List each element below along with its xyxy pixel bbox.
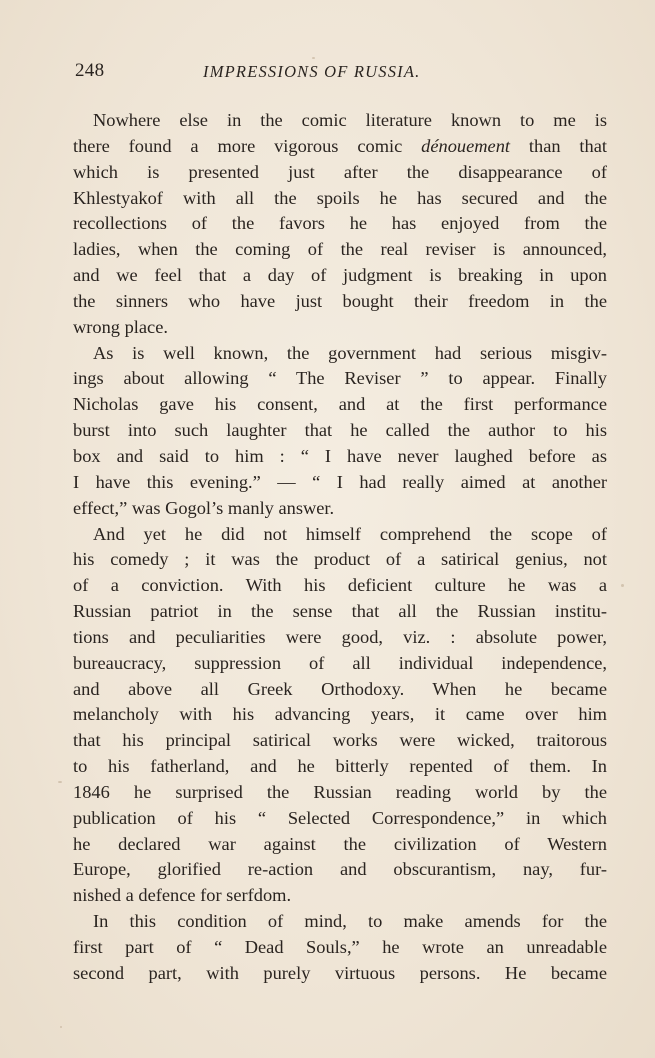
text-line: Russian patriot in the sense that all the Russian institu- bbox=[73, 601, 607, 622]
text-line: and we feel that a day of judgment is breaking in upon bbox=[73, 265, 607, 286]
text-line: 1846 he surprised the Russian reading world by the bbox=[73, 781, 607, 802]
paper-speck bbox=[60, 1026, 62, 1028]
text-line: I have this evening.” — “ I had really aimed at another bbox=[73, 471, 607, 492]
text-line: that his principal satirical works were wicked, traitorous bbox=[73, 730, 607, 751]
text-line: tions and peculiarities were good, viz. : absolute power, bbox=[73, 626, 607, 647]
text-line: he declared war against the civilization of Western bbox=[73, 833, 607, 854]
text-line: wrong place. bbox=[73, 316, 168, 337]
running-head bbox=[75, 60, 607, 88]
text-line: and above all Greek Orthodoxy. When he became bbox=[73, 678, 607, 699]
text-line: burst into such laughter that he called the author to his bbox=[73, 420, 607, 441]
text-line: ladies, when the coming of the real reviser is announced, bbox=[73, 239, 607, 260]
page-number: 248 bbox=[75, 60, 105, 81]
text-line: As is well known, the government had serious misgiv- bbox=[93, 342, 607, 363]
text-line: Khlestyakof with all the spoils he has secured and the bbox=[73, 187, 607, 208]
text-line: effect,” was Gogol’s manly answer. bbox=[73, 497, 335, 518]
text-line: the sinners who have just bought their freedom in the bbox=[73, 290, 607, 311]
text-line: Nowhere else in the comic literature known to me is bbox=[93, 110, 607, 130]
text-line: first part of “ Dead Souls,” he wrote an unreadable bbox=[73, 937, 607, 957]
text-line: which is presented just after the disappearance of bbox=[73, 161, 607, 182]
text-line: second part, with purely virtuous persons. He became bbox=[73, 962, 607, 983]
text-line: box and said to him : “ I have never laughed before as bbox=[73, 445, 607, 466]
italic-phrase: dénouement bbox=[421, 135, 511, 156]
body-text bbox=[73, 108, 607, 987]
text-line: In this condition of mind, to make amends for the bbox=[93, 911, 607, 932]
text-line: recollections of the favors he has enjoyed from the bbox=[73, 213, 607, 234]
text-line: there found a more vigorous comic dénouement than that bbox=[73, 135, 608, 156]
text-line: Nicholas gave his consent, and at the first performance bbox=[73, 394, 607, 415]
text-line: And yet he did not himself comprehend the scope of bbox=[93, 523, 607, 544]
paper-speck bbox=[58, 781, 62, 783]
paper-speck bbox=[621, 584, 624, 587]
text-line: ings about allowing “ The Reviser ” to appear. Finally bbox=[73, 368, 607, 389]
text-line: melancholy with his advancing years, it came over him bbox=[73, 704, 607, 725]
paper-speck bbox=[312, 57, 315, 59]
text-line: nished a defence for serfdom. bbox=[73, 885, 292, 906]
text-line: bureaucracy, suppression of all individual independence, bbox=[73, 652, 607, 673]
running-title: IMPRESSIONS OF RUSSIA. bbox=[203, 62, 421, 81]
text-line: his comedy ; it was the product of a satirical genius, not bbox=[73, 549, 607, 570]
text-line: to his fatherland, and he bitterly repented of them. In bbox=[73, 756, 607, 777]
text-line: Europe, glorified re-action and obscurantism, nay, fur- bbox=[73, 859, 607, 880]
text-line: of a conviction. With his deficient culture he was a bbox=[73, 575, 607, 596]
text-line: publication of his “ Selected Correspondence,” in which bbox=[73, 807, 607, 828]
